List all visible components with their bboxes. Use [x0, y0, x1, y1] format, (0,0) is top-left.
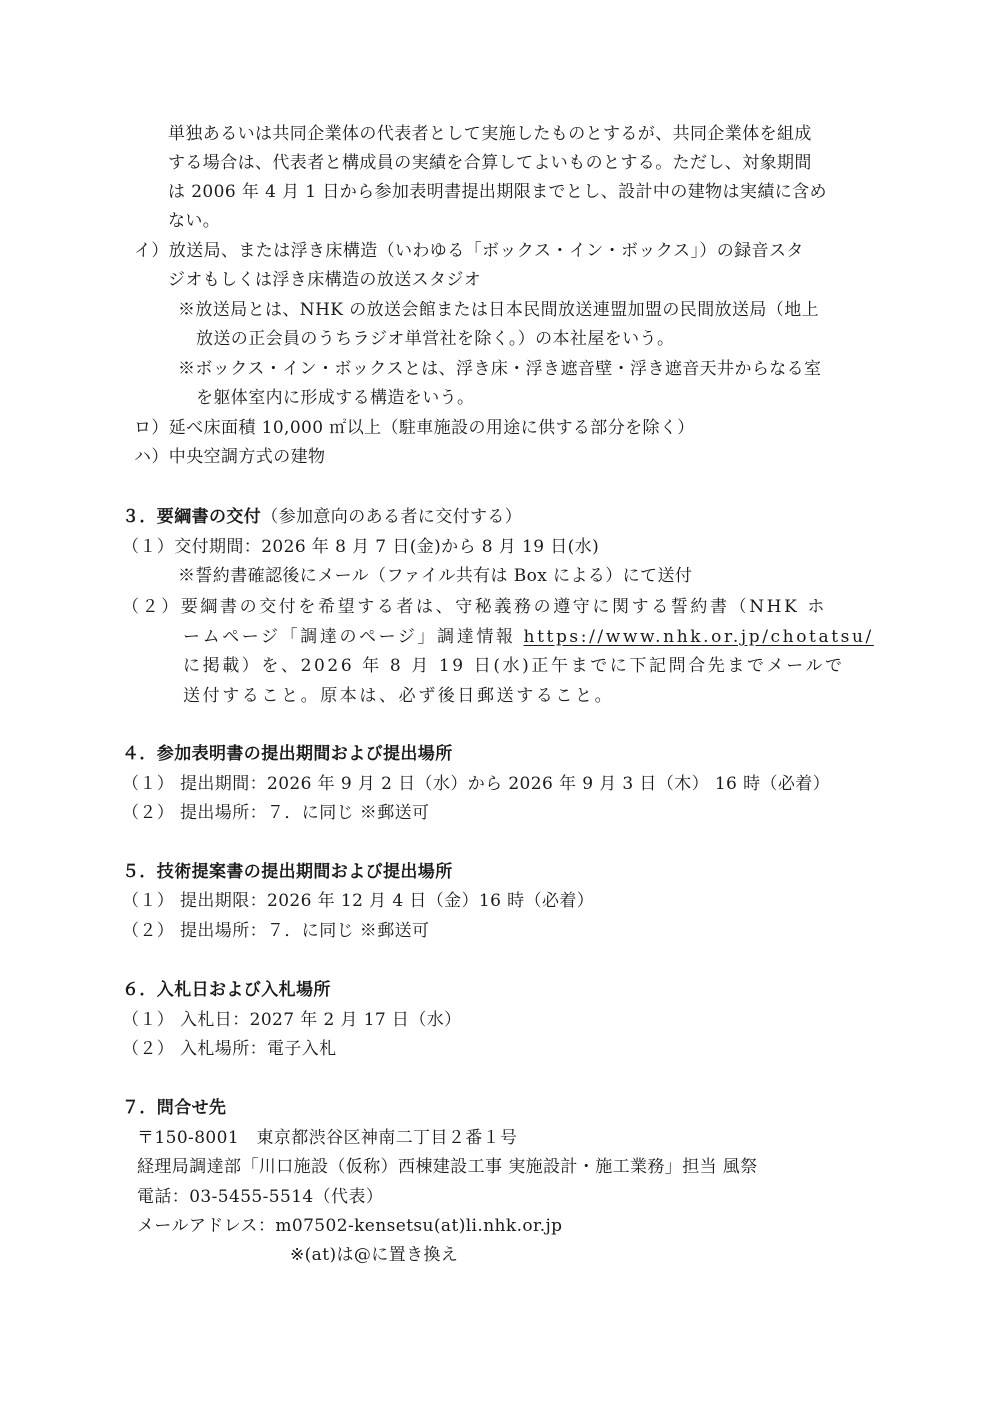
criterion-note-2-line-1: ※ボックス・イン・ボックスとは、浮き床・浮き遮音壁・浮き遮音天井からなる室	[178, 359, 822, 379]
contact-department: 経理局調達部「川口施設（仮称）西棟建設工事 実施設計・施工業務」担当 風祭	[137, 1157, 758, 1177]
continuation-line-3: は 2006 年 4 月 1 日から参加表明書提出期限までとし、設計中の建物は実績に含め	[168, 182, 827, 202]
section-4-item-1: （１） 提出期間：2026 年 9 月 2 日（水）から 2026 年 9 月 3 日（木） 16 時（必着）	[122, 774, 831, 794]
section-3-item-1: （１）交付期間：2026 年 8 月 7 日(金)から 8 月 19 日(水)	[122, 537, 600, 557]
section-6-heading: ６．入札日および入札場所	[122, 980, 331, 1000]
criterion-ro: ロ）延べ床面積 10,000 ㎡以上（駐車施設の用途に供する部分を除く）	[134, 418, 695, 438]
continuation-line-1: 単独あるいは共同企業体の代表者として実施したものとするが、共同企業体を組成	[168, 124, 812, 144]
section-4-item-2: （２） 提出場所：７．に同じ ※郵送可	[122, 803, 430, 823]
contact-email-note: ※(at)は@に置き換え	[290, 1245, 459, 1265]
contact-phone: 電話：03-5455-5514（代表）	[137, 1187, 384, 1207]
section-3-heading	[122, 507, 522, 527]
section-3-item-1-note: ※誓約書確認後にメール（ファイル共有は Box による）にて送付	[178, 566, 693, 586]
criterion-note-1-line-2: 放送の正会員のうちラジオ単営社を除く。）の本社屋をいう。	[196, 329, 675, 349]
chotatsu-link[interactable]: https://www.nhk.or.jp/chotatsu/	[523, 627, 874, 647]
continuation-line-2: する場合は、代表者と構成員の実績を合算してよいものとする。ただし、対象期間	[168, 153, 812, 173]
section-3-item-2-line-4: 送付すること。原本は、必ず後日郵送すること。	[183, 686, 615, 706]
section-5-item-1: （１） 提出期限：2026 年 12 月 4 日（金）16 時（必着）	[122, 891, 595, 911]
section-6-item-2: （２） 入札場所：電子入札	[122, 1039, 337, 1059]
section-6-item-1: （１） 入札日：2027 年 2 月 17 日（水）	[122, 1010, 462, 1030]
section-3-item-2-line-3: に掲載）を、2026 年 8 月 19 日(水)正午までに下記問合先までメールで	[183, 656, 845, 676]
section-3-item-2-line-2	[183, 627, 874, 647]
criterion-note-2-line-2: を躯体室内に形成する構造をいう。	[196, 388, 475, 408]
criterion-ha: ハ）中央空調方式の建物	[134, 447, 326, 467]
section-3-item-2-line-2-text: ームページ「調達のページ」調達情報	[183, 627, 524, 647]
section-4-heading: ４．参加表明書の提出期間および提出場所	[122, 744, 453, 764]
section-5-item-2: （２） 提出場所：７．に同じ ※郵送可	[122, 921, 430, 941]
contact-address: 〒150-8001 東京都渋谷区神南二丁目２番１号	[137, 1128, 518, 1148]
section-3-item-2-line-1: （２）要綱書の交付を希望する者は、守秘義務の遵守に関する誓約書（NHK ホ	[122, 597, 828, 617]
section-3-heading-title: ３．要綱書の交付	[122, 507, 262, 527]
contact-email: メールアドレス：m07502-kensetsu(at)li.nhk.or.jp	[137, 1216, 563, 1236]
section-5-heading: ５．技術提案書の提出期間および提出場所	[122, 862, 453, 882]
section-7-heading: ７．問合せ先	[122, 1098, 227, 1118]
criterion-note-1-line-1: ※放送局とは、NHK の放送会館または日本民間放送連盟加盟の民間放送局（地上	[178, 300, 820, 320]
section-3-heading-sub: （参加意向のある者に交付する）	[261, 507, 523, 527]
continuation-line-4: ない。	[168, 211, 221, 231]
criterion-i-line-1: イ）放送局、または浮き床構造（いわゆる「ボックス・イン・ボックス」）の録音スタ	[134, 241, 804, 261]
criterion-i-line-2: ジオもしくは浮き床構造の放送スタジオ	[168, 270, 482, 290]
